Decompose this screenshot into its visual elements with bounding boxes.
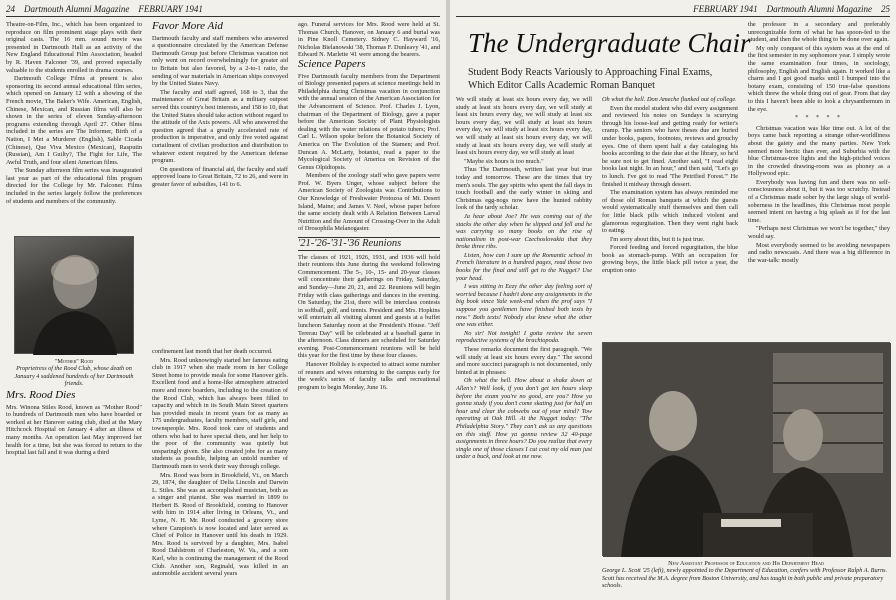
chair-col2-paragraph-5: Forced feeding and forced regurgitation, the blue book as stomach-pump. With an occupation for growing boys, the little black pill twice a year, the eruption onto <box>602 244 738 275</box>
rood-paragraph-5: ago. Funeral services for Mrs. Rood were held at St. Thomas Church, Hanover, on January 6 and burial was in Pine Knoll Cemetery. Sidney C. Hayward '16, Nicholas Bielanowski '38, Thomas F. Dunleavy '41, and Edward N. Marlette '41 were among the bearers. <box>298 21 440 59</box>
science-paragraph-2: Members of the zoology staff who gave papers were Prof. W. Byers Unger, whose subject before the American Society of Zoologists was Contributions to Our Knowledge of Freshwater Protozoa of Mt. Desert Island, Maine; and James V. Neel, whose paper before the same society dealt with A Relation Between Larval Nutrition and the Amount of Crossing-Over in the Adult of Drosophila Melanogaster. <box>298 172 440 233</box>
reunions-paragraph-2: Hanover Holiday is expected to attract some number of reuners and wives returning to the campus early for the week's series of faculty talks and recreational program to begin Monday, June 16. <box>298 360 440 391</box>
professors-caption <box>602 560 890 590</box>
chair-col3-paragraph-6: Most everybody seemed to be avoiding newspapers and radio newscasts. And there was a big difference in the war-talk: mostly <box>748 241 890 264</box>
rood-paragraph-2: confinement last month that her death occurred. <box>152 348 273 355</box>
left-column-1 <box>6 21 142 231</box>
left-running-head <box>6 4 440 14</box>
article-title: The Undergraduate Chair <box>468 28 751 58</box>
right-column-1 <box>456 96 592 598</box>
left-column-2-lower <box>152 348 288 598</box>
reunions-heading: '21-'26-'31-'36 Reunions <box>298 237 440 251</box>
mother-rood-caption-title: "Mother" Rood <box>54 358 94 365</box>
chair-col3-paragraph-1: the professor in a secondary and preferably unrecognizable form of what he has spoon-fed to the student, and then the whole thing to be done over again. <box>748 21 890 44</box>
chair-col2-paragraph-2: Even the model student who did every assignment and reviewed his notes on Sundays is scurrying through his loose-leaf and getting ready for writer's cramp. The seniors who have theses due are buried under books, papers, footnotes, reviews and grouchy eyes. One of them spent half a day cataloging his books according to the date due at the library, so he'd be sure not to get fined. Another said, "I read eight books last night. In an hour," and then said, "Let's go to lunch. I've got to read 'The Petrified Forest.'" He finished it midway through dessert. <box>602 104 738 188</box>
rood-dies-section <box>6 390 142 598</box>
mother-rood-caption <box>6 358 142 388</box>
chair-quotes: Oh what the hell. How about a shake down at Allen's? Well look, if you don't get ten hours sleep before the exam you're no good, are you? How ya gonna study if you don't come skating just for half an hour and clear the cobwebs out of your mind? Tow operating at Oak Hill. At the Nugget today: "The Philadelphia Story." They can't ask us any questions on this stuff. How ya gonna review 32 40-page assignments in three hours? Do you realize that every single one of those classes I cut cost my old man just under a buck, and look at me now. <box>456 377 592 461</box>
rood-paragraph-3: Mrs. Rood unknowingly started her famous eating club in 1917 when she made room in her College Street home to provide meals for some Hanover girls. Excellent food and a home-like atmosphere attracted more and more boarders, including to the creation of the Rood Club, which has always been filled to capacity and which in its South Main Street quarters has provided meals in recent years for as many as 175 undergraduates, faculty members, staff girls, and townspeople. Mrs. Rood took care of students and others who had to have special diets, and her help to the poor of the community was quietly but unsparingly given. She also created jobs for as many students as possible, helping an untold number of Dartmouth men to work their way through college. <box>152 356 288 470</box>
chair-paragraph-3: Thus The Dartmouth, written last year but true today and tomorrow. These are the times that try men's souls. The gay spirits who spent the fall days in touch football and the early winter in skiing and Christmas egg-nogs now have the hunted rabbity look of the tardy scholar. <box>456 166 592 212</box>
left-column-2 <box>152 21 288 343</box>
chair-paragraph-8: These remarks document the first paragraph. "We will study at least six hours every day." The second and more succinct paragraph is not documented, only hinted at in phrases: <box>456 346 592 376</box>
film-paragraph-3: The Sunday afternoon film series was inaugurated last year as part of the educational film program directed for the College by Mr. Falconer. Films included in the series largely follow the preferences of students and members of the community. <box>6 167 142 205</box>
reunions-paragraph-1: The classes of 1921, 1926, 1931, and 1936 will hold their reunions this June during the weekend following Commencement. The 5-, 10-, 15- and 20-year classes will concentrate their gatherings on Friday, Saturday, and Sunday—June 20, 21, and 22. Reunions will begin Friday with class gatherings and dances in the evening. On Saturday, the 21st, there will be interclass contests in softball, golf, and tennis. President and Mrs. Hopkins will entertain all visiting alumni and guests at a buffet luncheon Saturday noon at the President's House. "Jeff Tererau Day" will be celebrated at a baseball game in the afternoon. Class dinners are scheduled for Saturday evening. Post-Commencement reunions will be held this year for the first time by these four classes. <box>298 253 440 360</box>
science-papers-heading: Science Papers <box>298 57 366 70</box>
rood-dies-heading: Mrs. Rood Dies <box>6 390 76 401</box>
right-column-2 <box>602 96 738 336</box>
left-page <box>0 0 446 600</box>
chair-paragraph-6: I was sitting in Eezy the other day feeling sort of worried because I hadn't done any assignments in the big book since Yale week-end when the prof says "I suppose you gentlemen have finished both texts by now." Both texts! Nobody else knew what the other one was either. <box>456 283 592 329</box>
professors-caption-body: George L. Scott '25 (left), newly appointed to the Department of Education, confers with Professor Ralph A. Burns. Scott has received the M.A. degree from Boston University, and has taught in both public and private preparatory schools. <box>602 567 887 590</box>
portrait-silhouette-icon <box>15 237 135 355</box>
right-issue-date: FEBRUARY 1941 <box>693 4 758 14</box>
chair-paragraph-1: We will study at least six hours every day, we will study at least six hours every day, we will study at least six hours every day, we will study at least six hours every day, we will study at least six hours every day, we will study at least six hours every day, we will study at least six hours every day, we will study at least six hours every day, we will study at least six hours every day, we will study at least <box>456 96 592 157</box>
right-head-rule <box>456 16 890 17</box>
chair-paragraph-2: "Maybe six hours is too much." <box>464 157 544 165</box>
chair-col3-paragraph-5: "Perhaps next Christmas we won't be together," they would say. <box>748 225 890 241</box>
favor-paragraph-2: The faculty and staff agreed, 168 to 3, that the maintenance of Great Britain as a military outpost served this country's best interests, and 158 to 10, that the United States should take action without regard to the attitude of the Axis powers. All who answered the question agreed that a greatly accelerated rate of production is imperative, and only five voted against curtailment of civilian production and distribution to whatever extent required by the American defense program. <box>152 88 288 165</box>
rood-paragraph-4: Mrs. Rood was born in Brookfield, Vt., on March 29, 1874, the daughter of Delia Lincoln and Darwin L. Stiles. She was an accomplished musician, both as a singer and pianist. She was married in 1899 to Herbert B. Rood of Brookfield, coming to Hanover with him in 1914 after living in Orleans, Vt., and Lyme, N. H. Mr. Rood conducted a grocery store where Campion's is now located and later served as Chief of Police in Hanover until his death in 1929. Mrs. Rood is survived by a daughter, Mrs. Isabel Rood Dahlstrom of Charleston, W. Va., and a son Karl, who is continuing the management of the Rood Club. Another son, Reginald, was killed in an automobile accident several years <box>152 471 288 578</box>
science-paragraph-1: Five Dartmouth faculty members from the Department of Biology presented papers at science meetings held in Philadelphia during Christmas vacation in conjunction with the annual session of the American Association for the Advancement of Science. Prof. Charles J. Lyon, chairman of the Department of Biology, gave a paper before the American Society of Plant Physiologists dealing with the water relations of potato tubers; Prof. Carl L. Wilson spoke before the Botanical Society of America on The Evolution of the Stamen; and Prof. Duncan A. McLarty, botanist, read a paper to the Mycological Society of America on Revision of the Genus Olpidiopsis. <box>298 72 440 171</box>
mother-rood-caption-body: Proprietress of the Rood Club, whose death on January 4 saddened hundreds of her Dartmouth friends. <box>14 365 134 388</box>
left-column-3 <box>298 21 440 598</box>
chair-col3-paragraph-2: My only conquest of this system was at the end of the first semester in my sophomore year. I simply wrote the same examination four times, in sociology, philosophy, English and English again. It worked like a charm and I got good marks until I bumped into the botany exam, consisting of 150 true-false questions which threw the whole thing out of gear. From that day to this I haven't been able to look a chrysanthemum in the eye. <box>748 44 890 113</box>
right-page-number: 25 <box>881 4 890 14</box>
rood-dies-paragraph-1: Mrs. Winona Stiles Rood, known as "Mother Rood" to hundreds of Dartmouth men who have boarded or worked at her Hanover eating club, died at the Mary Hitchcock Hospital on January 4 after an illness of many months. An operation last May improved her health for a time, but she was forced to return to the hospital last fall and it was during a third <box>6 403 142 457</box>
chair-col3-paragraph-3: Christmas vacation was like time out. A lot of the boys came back reporting a strange other-worldliness about the gaiety and the many parties. New York seemed more hectic than ever, and Suburbia with the blue Christmas-tree lights and the high-pitched voices in the crowded drawing-room was as phoney as a Hollywood epic. <box>748 124 890 178</box>
left-magazine-title: Dartmouth Alumni Magazine <box>24 4 130 14</box>
chair-col3-paragraph-4: Everybody was having fun and there was no self-consciousness about it, but it was too scratchy. Instead of a Christmas made sober by the large slugs of world-soberness in the headlines, this Christmas most people seemed intent on having a big splash as if for the last time. <box>748 178 890 224</box>
chair-paragraph-4: Ja hear about Joe? He was coming out of the stacks the other day when he slipped and fell and he was carrying so many books on the rise of nationalism in post-war Czechoslovakia that they broke three ribs. <box>456 212 592 251</box>
left-head-rule <box>6 16 440 17</box>
right-magazine-title: Dartmouth Alumni Magazine <box>766 4 872 14</box>
favor-paragraph-3: On questions of financial aid, the faculty and staff approved loans to Great Britain, 72 to 26, and were in greater favor of subsidies, 141 to 6. <box>152 165 288 188</box>
right-page <box>450 0 896 600</box>
film-paragraph-1: Theatre-on-Film, Inc., which has been organized to reproduce on film prominent stage plays with their original casts. The 16 mm. sound movie was presented in Dartmouth Hall as an activity of the New England Educational Film Association, headed by R. Haven Falconer '39, and proved especially valuable to the students enrolled in drama courses. <box>6 21 142 74</box>
professors-caption-title: New Assistant Professor of Education and His Department Head <box>668 560 824 567</box>
chair-paragraph-5: Listen, how can I sum up the Romantic school in French literature in a hundred pages, read those two books for the final and still get to the Nugget? Use your head. <box>456 251 592 282</box>
two-men-silhouette-icon <box>603 343 891 557</box>
article-subtitle: Student Body Reacts Variously to Approaching Final Exams, Which Editor Calls Academic Roman Banquet <box>468 67 713 91</box>
chair-col2-paragraph-3: The examination system has always reminded me of those old Roman banquets at which the guests would systematically stuff themselves and then call for little black pills which induced violent and glamorous regurgitation. Then they went right back to eating. <box>602 189 738 235</box>
left-issue-date: FEBRUARY 1941 <box>138 4 203 14</box>
chair-col2-paragraph-1: Oh what the hell. Don Ameche flunked out of college. <box>602 96 737 103</box>
right-running-head <box>456 4 890 14</box>
chair-col2-paragraph-4: I'm sorry about this, but it is just true. <box>610 235 705 243</box>
chair-paragraph-7: No sir! Not tonight! I gotta review the seven reproductive systems of the brachiopoda. <box>456 329 592 345</box>
professors-photo <box>602 342 890 556</box>
favor-paragraph-1: Dartmouth faculty and staff members who answered a questionnaire circulated by the American Defense Dartmouth Group just before Christmas vacation not only went on record overwhelmingly for greater aid to Britain but also favored, by a 2-to-1 ratio, the sending of war materials in American ships convoyed by the United States Navy. <box>152 34 288 88</box>
favor-more-aid-heading: Favor More Aid <box>152 21 223 32</box>
film-paragraph-2: Dartmouth College Films at present is also sponsoring its second annual educational film series, which opened on January 12 with a showing of the French movie, The Baker's Wife. American, English, Chinese, Mexican, and Russian films will also be shown in the series of eleven Sunday-afternoon programs extending through April 27. Other films included in the series are The Informer, Birth of a Nation, I Met a Murderer (English), Sable Cicada (Chinese), Que Viva Mexico (Mexican), Rasputin (Russian), Am I Guilty?, The Fight for Life, The Awful Truth, and four silent American films. <box>6 75 142 166</box>
section-break-stars: * * * * * <box>795 115 843 122</box>
left-page-number: 24 <box>6 4 15 14</box>
mother-rood-photo <box>14 236 134 354</box>
right-column-3 <box>748 21 890 337</box>
